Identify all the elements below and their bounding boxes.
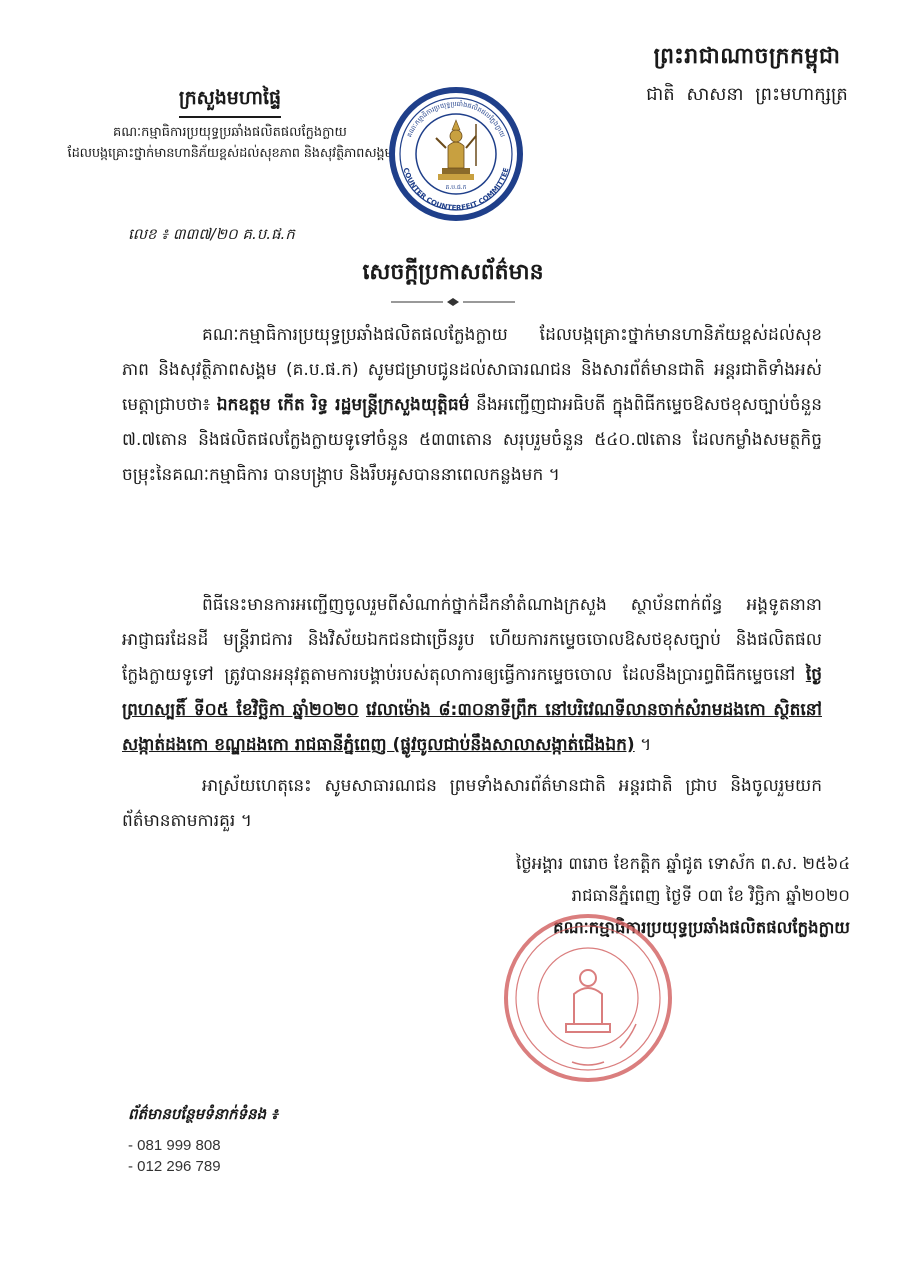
title-ornament-icon: [391, 297, 515, 307]
ceremony-date: ថ្ងៃព្រហស្បតិ៍ ទី០៥ ខែវិច្ឆិកា ឆ្នាំ២០២០: [122, 665, 822, 720]
paragraph-2-end: ។: [634, 735, 652, 755]
ministry-header: [60, 86, 400, 164]
contact-title: ព័ត៌មានបន្ថែមទំនាក់ទំនង ៖: [128, 1105, 278, 1123]
kingdom-name: ព្រះរាជាណាចក្រកម្ពុជា: [653, 44, 841, 69]
paragraph-ceremony-details: [122, 588, 822, 763]
kingdom-motto: ជាតិ សាសនា ព្រះមហាក្សត្រ: [646, 84, 848, 105]
contact-phone-2: - 012 296 789: [128, 1158, 221, 1175]
paragraph-1-text-cont: នឹងអញ្ជើញជាអធិបតី ក្នុងពិធីកម្ទេចឱសថខុសច្បាប់ចំនួន ៧.៧តោន និងផលិតផលក្លែងក្លាយទូទៅចំនួន ៥៣៣តោន សរុបរួមចំនួន ៥៤០.៧តោន ដែលកម្លាំងសមត្ថកិច្ចចម្រុះនៃគណៈកម្មាធិការ បានបង្ក្រាប និងរឹបអូសបាននាពេលកន្លងមក ។: [122, 395, 822, 485]
committee-name-line1: គណៈកម្មាធិការប្រយុទ្ធប្រឆាំងផលិតផលក្លែងក្លាយ: [113, 125, 347, 140]
official-seal-icon: [502, 912, 674, 1084]
solar-date: រាជធានីភ្នំពេញ ថ្ងៃទី ០៣ ខែ វិច្ឆិកា ឆ្នាំ២០២០: [571, 886, 850, 905]
document-title: សេចក្ដីប្រកាសព័ត៌មាន: [362, 260, 544, 285]
ministry-name: ក្រសួងមហាផ្ទៃ: [179, 86, 281, 118]
minister-name: ឯកឧត្តម កើត រិទ្ធ រដ្ឋមន្ត្រីក្រសួងយុត្តិធម៌: [216, 395, 470, 415]
signatory-name: គណៈកម្មាធិការប្រយុទ្ធប្រឆាំងផលិតផលក្លែងក្លាយ: [553, 918, 850, 937]
committee-logo-icon: [388, 86, 524, 222]
ceremony-time-place: វេលាម៉ោង ៨:៣០នាទីព្រឹក នៅបរិវេណទីលានចាក់សំរាមដងកោ ស្ថិតនៅសង្កាត់ដងកោ ខណ្ឌដងកោ រាជធានីភ្នំពេញ (ផ្លូវចូលជាប់នឹងសាលាសង្កាត់ជើងឯក): [122, 700, 822, 755]
paragraph-conclusion: [122, 769, 822, 839]
logo-abbreviation: គ.ប.ផ.ក: [445, 184, 467, 191]
contact-info: [128, 1105, 278, 1177]
logo-english-text: COUNTER COUNTERFEIT COMMITTEE: [401, 166, 511, 213]
paragraph-2-text: ពិធីនេះមានការអញ្ជើញចូលរួមពីសំណាក់ថ្នាក់ដឹកនាំតំណាងក្រសួង ស្ថាប័នពាក់ព័ន្ធ អង្គទូតនានា អាជ្ញាធរដែនដី មន្ត្រីរាជការ និងវិស័យឯកជនជាច្រើនរូប ហើយការកម្ទេចចោលឱសថខុសច្បាប់ និងផលិតផលក្លែងក្លាយទូទៅ ត្រូវបានអនុវត្តតាមការបង្គាប់របស់តុលាការឲ្យធ្វើការកម្ទេចចោល ដែលនឹងប្រារព្ធពិធីកម្ទេចនៅ: [122, 595, 822, 685]
committee-name-line2: ដែលបង្កគ្រោះថ្នាក់មានហានិភ័យខ្ពស់ដល់សុខភាព និងសុវត្ថិភាពសង្គម: [67, 146, 393, 161]
logo-ring-text: គណៈកម្មាធិការប្រយុទ្ធប្រឆាំងផលិតផលក្លែងក្លាយ: [405, 99, 507, 139]
reference-number: លេខ ៖ ៣៣៧/២០ គ.ប.ផ.ក: [128, 225, 295, 243]
contact-phone-1: - 081 999 808: [128, 1137, 221, 1154]
paragraph-announcement: [122, 318, 822, 493]
paragraph-1-text: គណៈកម្មាធិការប្រយុទ្ធប្រឆាំងផលិតផលក្លែងក្លាយ ដែលបង្កគ្រោះថ្នាក់មានហានិភ័យខ្ពស់ដល់សុខភាព និងសុវត្ថិភាពសង្គម (គ.ប.ផ.ក) សូមជម្រាបជូនដល់សាធារណជន និងសារព័ត៌មានជាតិ អន្តរជាតិទាំងអស់មេត្តាជ្រាបថា៖: [122, 325, 822, 415]
kingdom-header: [612, 42, 882, 109]
lunar-date: ថ្ងៃអង្គារ ៣រោច ខែកត្តិក ឆ្នាំជូត ទោស័ក ព.ស. ២៥៦៤: [515, 854, 850, 873]
paragraph-3-text: អាស្រ័យហេតុនេះ សូមសាធារណជន ព្រមទាំងសារព័ត៌មានជាតិ អន្តរជាតិ ជ្រាប និងចូលរួមយកព័ត៌មានតាមការគួរ ។: [122, 776, 822, 831]
